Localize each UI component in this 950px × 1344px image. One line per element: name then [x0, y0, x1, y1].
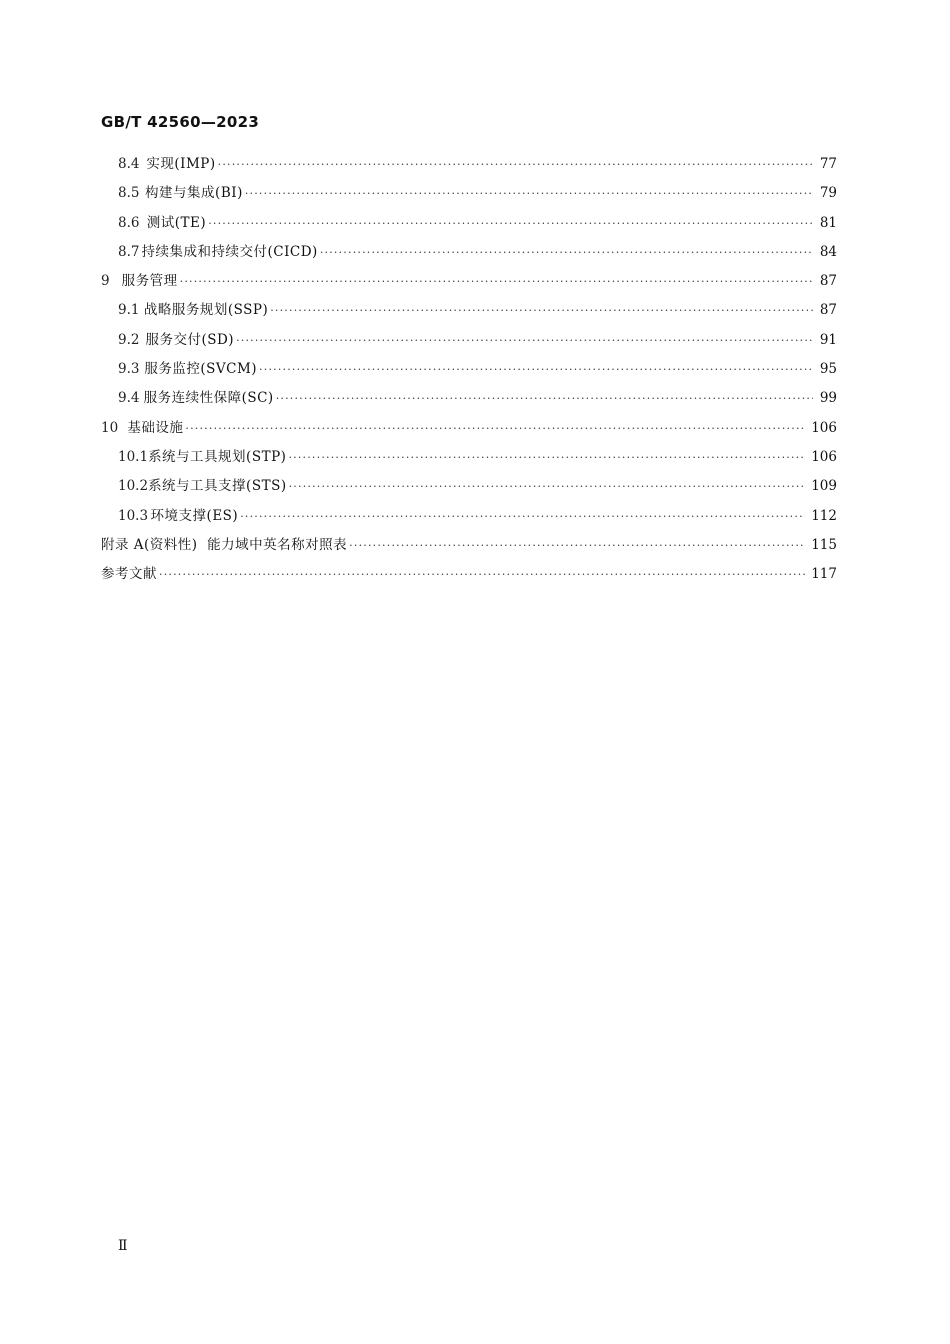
- toc-entry-page: 115: [811, 536, 837, 553]
- toc-entry-page: 106: [811, 448, 837, 465]
- toc-entry-number: 8.7: [118, 243, 140, 260]
- toc-entry-9-4[interactable]: [101, 386, 837, 415]
- toc-entry-title: 持续集成和持续交付(CICD): [141, 243, 318, 260]
- toc-entry-number: 9: [101, 273, 110, 290]
- toc-entry-title: 服务管理: [121, 273, 178, 290]
- toc-entry-title: 战略服务规划(SSP): [143, 302, 269, 319]
- toc-entry-9[interactable]: [101, 269, 837, 298]
- dot-leader: [245, 187, 813, 200]
- toc-entry-page: 99: [819, 390, 837, 407]
- toc-entry-title: 系统与工具规划(STP): [148, 448, 287, 465]
- toc-entry-appendix-a[interactable]: [101, 533, 837, 562]
- toc-entry-title: 基础设施: [127, 419, 184, 436]
- toc-entry-8-4[interactable]: [101, 152, 837, 181]
- toc-entry-number: 9.4: [118, 390, 140, 407]
- table-of-contents: [101, 152, 837, 591]
- toc-entry-title: 构建与集成(BI): [145, 185, 243, 202]
- toc-entry-page: 106: [811, 419, 837, 436]
- dot-leader: [218, 158, 813, 171]
- toc-entry-8-7[interactable]: [101, 240, 837, 269]
- toc-entry-page: 109: [811, 478, 837, 495]
- toc-entry-number: 9.3: [118, 361, 140, 378]
- dot-leader: [208, 217, 813, 230]
- toc-entry-title: 测试(TE): [146, 214, 207, 231]
- dot-leader: [240, 510, 805, 523]
- toc-entry-number: 10.3: [118, 507, 149, 524]
- dot-leader: [288, 451, 805, 464]
- toc-entry-references[interactable]: [101, 562, 837, 591]
- toc-entry-number: 10.1: [118, 448, 149, 465]
- dot-leader: [276, 392, 813, 405]
- dot-leader: [259, 363, 813, 376]
- toc-entry-page: 87: [819, 302, 837, 319]
- toc-entry-page: 87: [819, 273, 837, 290]
- toc-entry-number: 8.5: [118, 185, 140, 202]
- toc-entry-number: 10.2: [118, 478, 149, 495]
- dot-leader: [185, 422, 805, 435]
- toc-entry-page: 81: [819, 214, 837, 231]
- toc-entry-title: 系统与工具支撑(STS): [148, 478, 287, 495]
- toc-entry-number: 9.1: [118, 302, 140, 319]
- toc-entry-10-2[interactable]: [101, 474, 837, 503]
- dot-leader: [180, 275, 813, 288]
- toc-entry-page: 117: [811, 566, 837, 583]
- toc-entry-10-1[interactable]: [101, 445, 837, 474]
- toc-entry-number: 8.4: [118, 156, 140, 172]
- toc-entry-9-1[interactable]: [101, 298, 837, 327]
- page-number: Ⅱ: [118, 1238, 128, 1254]
- standard-code-header: GB/T 42560—2023: [101, 113, 260, 131]
- toc-entry-9-2[interactable]: [101, 328, 837, 357]
- toc-entry-title: 实现(IMP): [146, 156, 216, 172]
- toc-entry-title: 服务交付(SD): [145, 331, 235, 348]
- toc-entry-page: 91: [819, 331, 837, 348]
- toc-entry-8-6[interactable]: [101, 211, 837, 240]
- toc-entry-number: 10: [101, 419, 119, 436]
- dot-leader: [159, 568, 805, 581]
- toc-entry-page: 84: [819, 243, 837, 260]
- toc-entry-title: 环境支撑(ES): [150, 507, 239, 524]
- toc-entry-8-5[interactable]: [101, 181, 837, 210]
- toc-entry-page: 79: [819, 185, 837, 202]
- dot-leader: [289, 480, 806, 493]
- toc-entry-page: 77: [819, 156, 837, 172]
- toc-entry-page: 95: [819, 361, 837, 378]
- toc-entry-10-3[interactable]: [101, 504, 837, 533]
- toc-entry-9-3[interactable]: [101, 357, 837, 386]
- toc-entry-title: 服务连续性保障(SC): [143, 390, 274, 407]
- dot-leader: [236, 334, 813, 347]
- dot-leader: [270, 304, 813, 317]
- dot-leader: [349, 539, 805, 552]
- toc-entry-number: 9.2: [118, 331, 140, 348]
- toc-entry-10[interactable]: [101, 416, 837, 445]
- toc-entry-title: 服务监控(SVCM): [144, 361, 258, 378]
- toc-entry-title: 参考文献: [101, 566, 157, 583]
- dot-leader: [320, 246, 813, 259]
- toc-entry-page: 112: [811, 507, 837, 524]
- toc-entry-number: 8.6: [118, 214, 140, 231]
- toc-entry-title: 附录 A(资料性) 能力域中英名称对照表: [101, 536, 348, 553]
